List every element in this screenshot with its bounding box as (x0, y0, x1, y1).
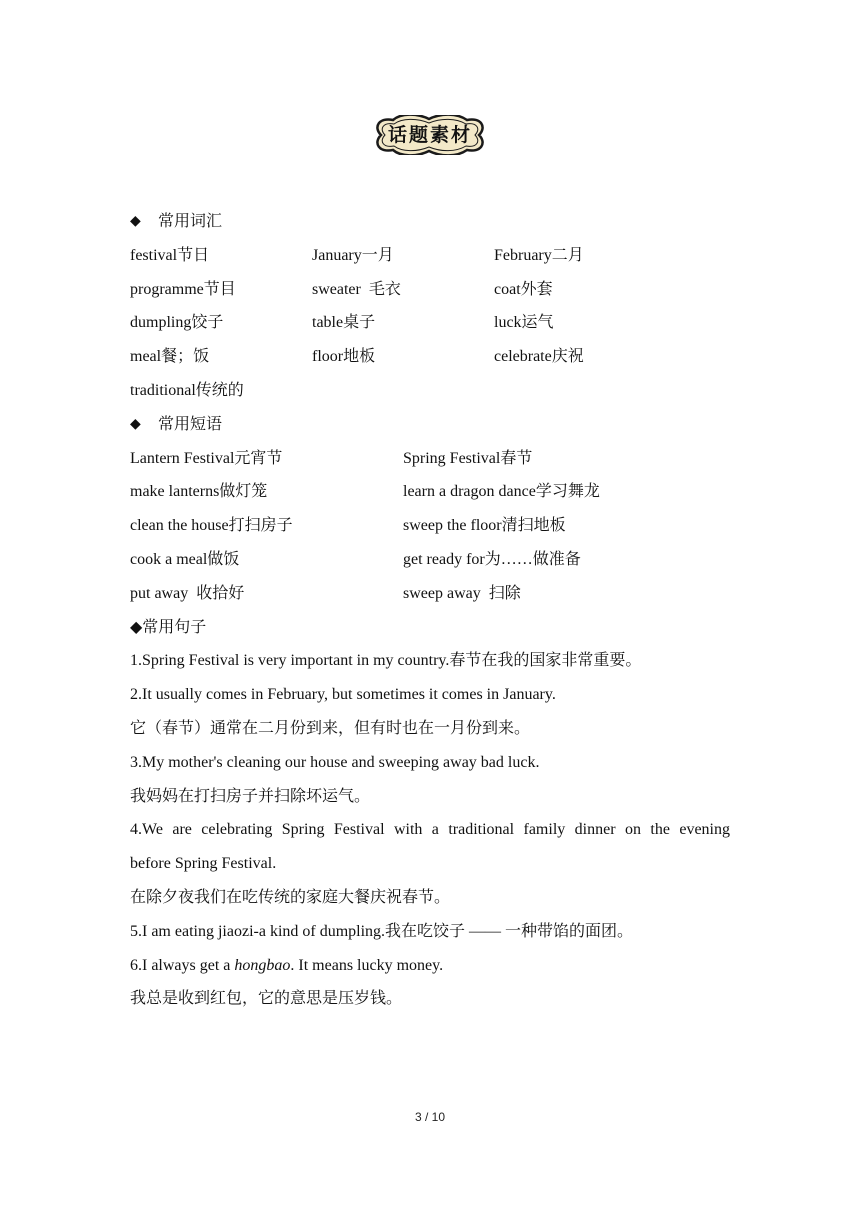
sentence-6-translation: 我总是收到红包，它的意思是压岁钱。 (130, 990, 403, 1008)
vocab-row (130, 306, 730, 340)
phrase-row (130, 442, 730, 476)
diamond-bullet-icon: ◆ (130, 416, 141, 432)
sentence-6-end: . It means lucky money. (290, 956, 444, 974)
vocab-item: January一月 (312, 246, 394, 264)
vocab-item: celebrate庆祝 (494, 348, 584, 366)
vocab-item: traditional传统的 (130, 381, 244, 399)
sentence-6-start: 6.I always get a (130, 956, 235, 974)
sentence-6 (130, 949, 730, 983)
vocab-row (130, 239, 730, 273)
phrase-item: sweep the floor清扫地板 (403, 517, 566, 535)
sentences-heading: ◆常用句子 (130, 618, 207, 636)
vocab-heading-text: 常用词汇 (158, 213, 223, 230)
sentence-5: 5.I am eating jiaozi-a kind of dumpling.我在吃饺子 —— 一种带馅的面团。 (130, 922, 634, 940)
phrase-item: sweep away 扫除 (403, 584, 521, 602)
vocab-item: February二月 (494, 246, 584, 264)
phrases-heading (130, 408, 730, 442)
phrase-row (130, 475, 730, 509)
sentence-4-line-2: before Spring Festival. (130, 855, 277, 873)
phrase-item: make lanterns做灯笼 (130, 483, 268, 501)
vocab-item: sweater 毛衣 (312, 280, 401, 298)
banner-title: 话题素材 (387, 124, 472, 146)
sentence-3: 3.My mother's cleaning our house and sweeping away bad luck. (130, 753, 540, 771)
phrase-item: clean the house打扫房子 (130, 517, 293, 535)
vocab-item: programme节目 (130, 280, 236, 298)
phrase-item: put away 收拾好 (130, 584, 245, 602)
vocab-row (130, 273, 730, 307)
vocab-item: table桌子 (312, 314, 376, 332)
main-content (130, 205, 730, 1016)
sentence-2-translation: 它（春节）通常在二月份到来，但有时也在一月份到来。 (130, 719, 531, 737)
phrase-item: get ready for为……做准备 (403, 550, 581, 568)
vocab-item: floor地板 (312, 348, 376, 366)
vocab-item: coat外套 (494, 280, 553, 298)
vocab-row (130, 374, 730, 408)
topic-banner (371, 115, 489, 155)
vocab-row (130, 340, 730, 374)
sentence-2: 2.It usually comes in February, but sometimes it comes in January. (130, 686, 556, 704)
page-number: 3 / 10 (414, 1110, 446, 1124)
diamond-bullet-icon: ◆ (130, 214, 141, 229)
phrase-row (130, 543, 730, 577)
vocab-item: luck运气 (494, 314, 554, 332)
phrases-heading-text: 常用短语 (158, 415, 223, 433)
phrase-item: cook a meal做饭 (130, 550, 240, 568)
sentence-6-italic-word: hongbao (234, 956, 291, 974)
vocab-item: meal餐；饭 (130, 348, 210, 366)
vocab-item: dumpling饺子 (130, 314, 224, 332)
phrase-item: Spring Festival春节 (403, 449, 533, 467)
sentence-4-translation: 在除夕夜我们在吃传统的家庭大餐庆祝春节。 (130, 888, 451, 906)
vocab-heading (130, 205, 730, 239)
phrase-row (130, 509, 730, 543)
vocab-item: festival节日 (130, 246, 210, 264)
phrase-row (130, 577, 730, 611)
sentence-3-translation: 我妈妈在打扫房子并扫除坏运气。 (130, 787, 371, 805)
phrase-item: learn a dragon dance学习舞龙 (403, 483, 600, 501)
phrase-item: Lantern Festival元宵节 (130, 449, 283, 467)
sentence-4-line-1: 4.We are celebrating Spring Festival with a traditional family dinner on the evening (130, 821, 730, 839)
sentence-1: 1.Spring Festival is very important in my country.春节在我的国家非常重要。 (130, 652, 642, 670)
